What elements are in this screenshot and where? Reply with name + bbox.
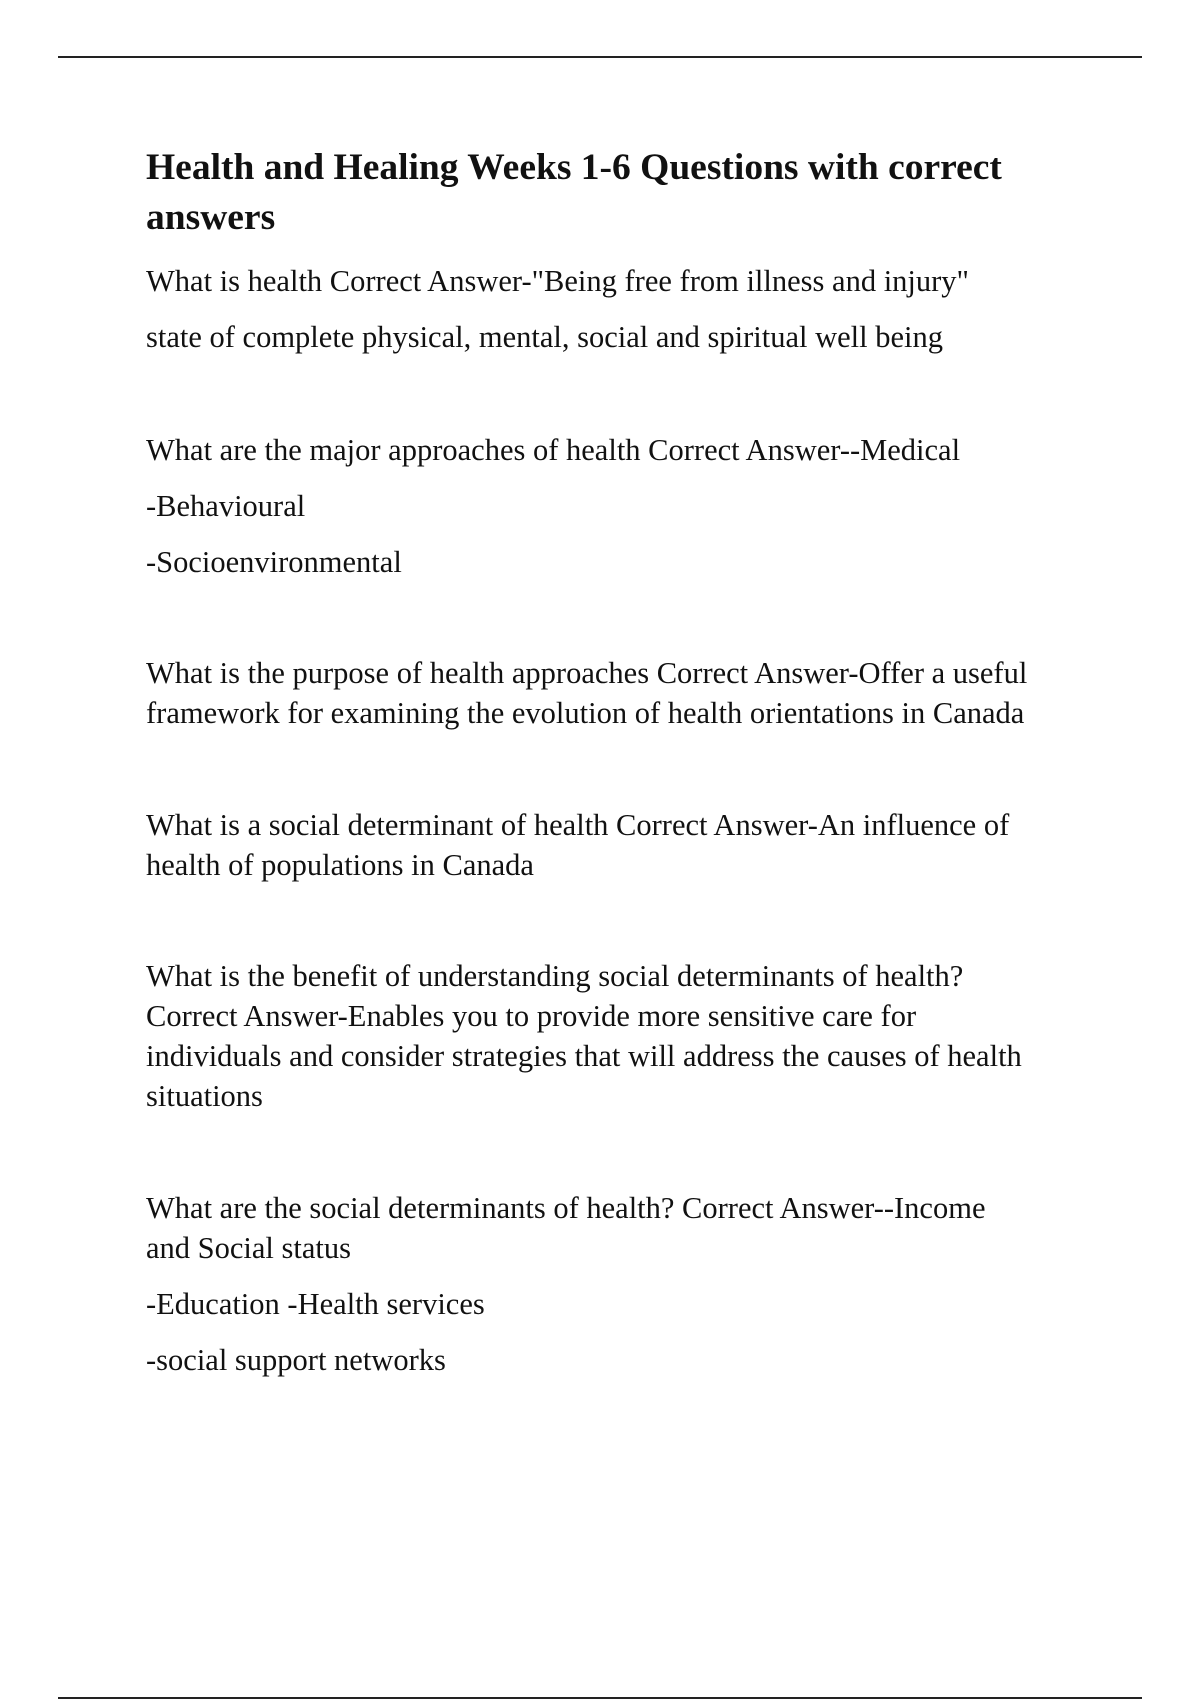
qa-line: What are the major approaches of health Correct Answer--Medical [146,433,961,467]
document-title: Health and Healing Weeks 1-6 Questions with correct answers [146,147,1002,238]
qa-line: Correct Answer-Enables you to provide more sensitive care for [146,999,917,1033]
qa-line: What is the purpose of health approaches Correct Answer-Offer a useful [146,656,1028,690]
qa-line: individuals and consider strategies that will address the causes of health [146,1039,1022,1073]
qa-line: -Socioenvironmental [146,545,402,579]
qa-line: and Social status [146,1231,351,1265]
qa-line: health of populations in Canada [146,848,534,882]
qa-line: What is a social determinant of health Correct Answer-An influence of [146,808,1010,842]
qa-line: What are the social determinants of health? Correct Answer--Income [146,1191,986,1225]
qa-line: state of complete physical, mental, social and spiritual well being [146,320,944,354]
document-body [146,143,1096,1377]
footer-divider [58,1697,1142,1699]
qa-item-social-determinant [146,805,1009,885]
qa-item-purpose-of-approaches [146,653,1027,733]
qa-item-major-approaches [146,430,960,582]
qa-line: framework for examining the evolution of health orientations in Canada [146,696,1025,730]
header-divider [58,56,1142,58]
qa-item-what-is-health [146,261,969,357]
qa-line: -Behavioural [146,489,306,523]
qa-line: What is health Correct Answer-"Being free from illness and injury" [146,264,969,298]
qa-line: situations [146,1079,263,1113]
qa-line: -social support networks [146,1343,446,1377]
qa-item-social-determinants-list [146,1188,985,1380]
qa-item-benefit-of-understanding [146,956,1022,1116]
qa-line: -Education -Health services [146,1287,485,1321]
qa-line: What is the benefit of understanding social determinants of health? [146,959,964,993]
